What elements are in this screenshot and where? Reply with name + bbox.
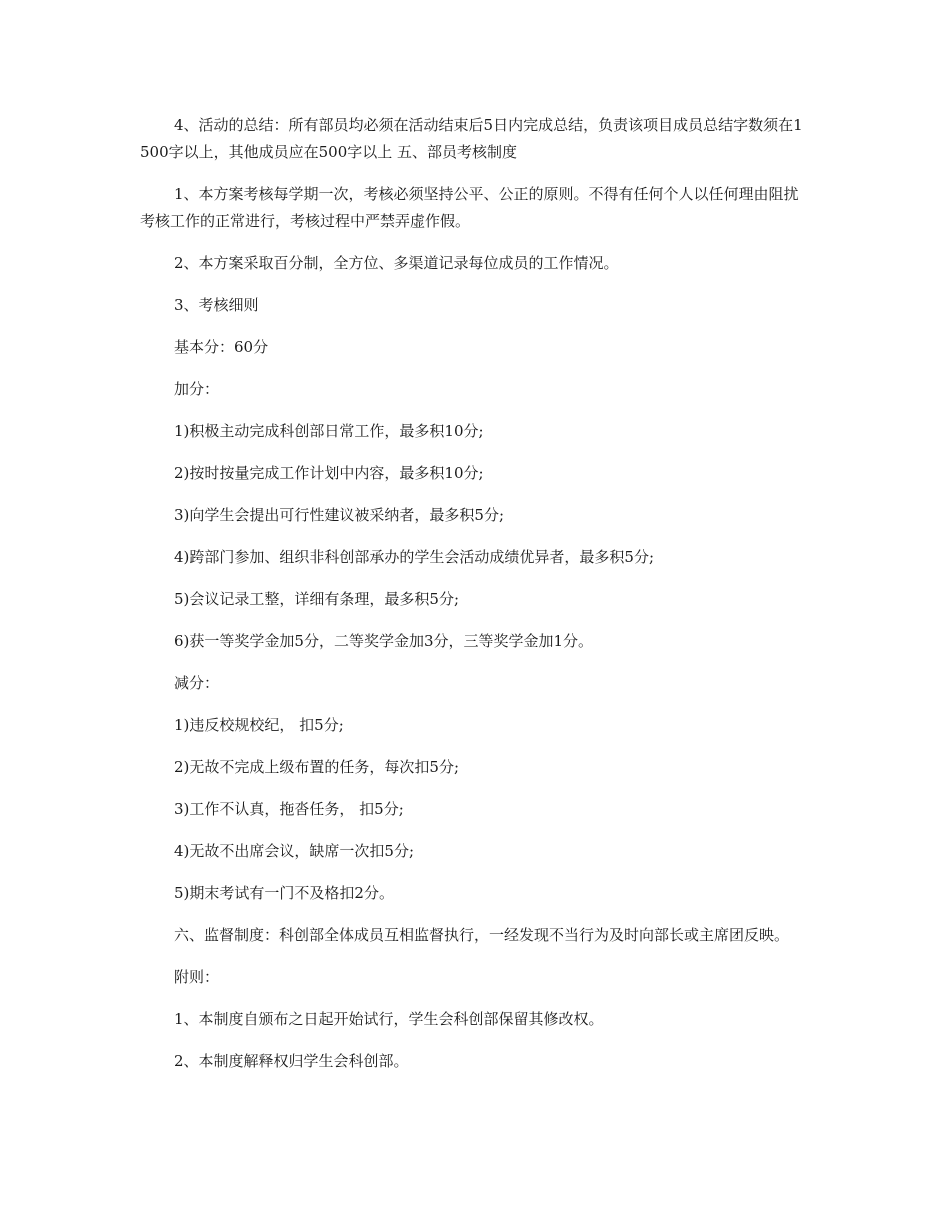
list-item-deduction-3: 3)工作不认真，拖沓任务， 扣5分;: [174, 800, 404, 818]
paragraph-assessment-frequency: 1、本方案考核每学期一次，考核必须坚持公平、公正的原则。不得有任何个人以任何理由阻扰考核工作的正常进行，考核过程中严禁弄虚作假。: [140, 185, 799, 230]
paragraph-base-score: 基本分：60分: [174, 338, 269, 356]
list-item-bonus-1: 1)积极主动完成科创部日常工作，最多积10分;: [174, 422, 484, 440]
list-item-bonus-6: 6)获一等奖学金加5分，二等奖学金加3分，三等奖学金加1分。: [174, 632, 594, 650]
paragraph-percentage-system: 2、本方案采取百分制，全方位、多渠道记录每位成员的工作情况。: [174, 254, 619, 272]
paragraph-supervision-system: 六、监督制度：科创部全体成员互相监督执行，一经发现不当行为及时向部长或主席团反映。: [174, 926, 790, 944]
list-item-bonus-2: 2)按时按量完成工作计划中内容，最多积10分;: [174, 464, 484, 482]
list-item-deduction-5: 5)期末考试有一门不及格扣2分。: [174, 884, 394, 902]
paragraph-appendix-1: 1、本制度自颁布之日起开始试行，学生会科创部保留其修改权。: [174, 1010, 604, 1028]
paragraph-bonus-heading: 加分：: [174, 380, 220, 398]
list-item-deduction-4: 4)无故不出席会议，缺席一次扣5分;: [174, 842, 414, 860]
list-item-bonus-5: 5)会议记录工整，详细有条理，最多积5分;: [174, 590, 459, 608]
paragraph-assessment-rules-heading: 3、考核细则: [174, 296, 259, 314]
paragraph-appendix-2: 2、本制度解释权归学生会科创部。: [174, 1052, 409, 1070]
paragraph-activity-summary: 4、活动的总结：所有部员均必须在活动结束后5日内完成总结，负责该项目成员总结字数须在1500字以上，其他成员应在500字以上 五、部员考核制度: [140, 116, 803, 161]
list-item-bonus-4: 4)跨部门参加、组织非科创部承办的学生会活动成绩优异者，最多积5分;: [174, 548, 654, 566]
list-item-deduction-1: 1)违反校规校纪， 扣5分;: [174, 716, 344, 734]
list-item-bonus-3: 3)向学生会提出可行性建议被采纳者，最多积5分;: [174, 506, 504, 524]
document-page: [140, 112, 810, 1090]
paragraph-deduction-heading: 减分：: [174, 674, 220, 692]
list-item-deduction-2: 2)无故不完成上级布置的任务，每次扣5分;: [174, 758, 459, 776]
paragraph-appendix-heading: 附则：: [174, 968, 220, 986]
